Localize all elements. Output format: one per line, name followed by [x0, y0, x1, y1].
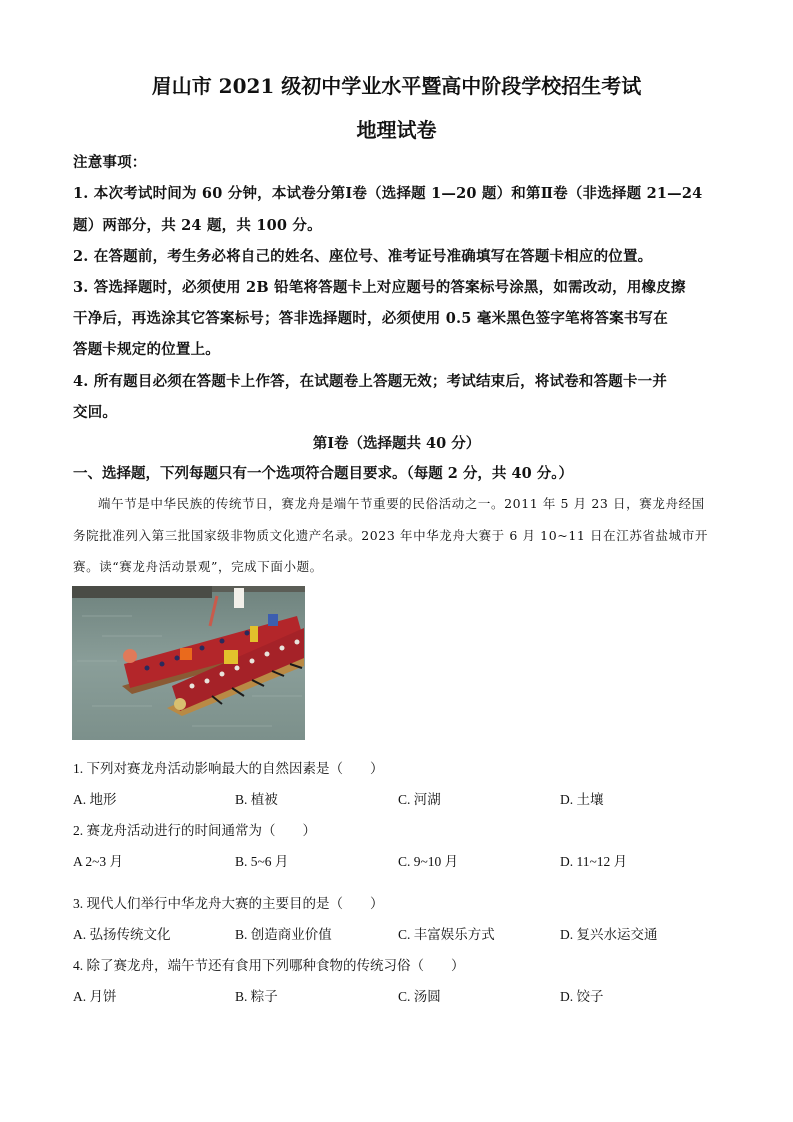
option-d: D. 复兴水运交通	[560, 927, 658, 942]
question-stem: 1. 下列对赛龙舟活动影响最大的自然因素是（ ）	[73, 761, 384, 776]
dragon-boat-photo	[72, 586, 305, 740]
option-b: B. 粽子	[235, 989, 278, 1004]
question-stem: 2. 赛龙舟活动进行的时间通常为（ ）	[73, 823, 316, 838]
question-stem: 4. 除了赛龙舟，端午节还有食用下列哪种食物的传统习俗（ ）	[73, 958, 465, 973]
option-a: A. 地形	[73, 792, 117, 807]
option-c: C. 9~10 月	[398, 854, 459, 869]
note-line: 4. 所有题目必须在答题卡上作答，在试题卷上答题无效；考试结束后，将试卷和答题卡一并	[73, 373, 668, 390]
passage-line: 端午节是中华民族的传统节日，赛龙舟是端午节重要的民俗活动之一。2011 年 5 月 23 日，赛龙舟经国	[98, 496, 705, 511]
option-b: B. 植被	[235, 792, 278, 807]
option-c: C. 汤圆	[398, 989, 441, 1004]
option-d: D. 饺子	[560, 989, 604, 1004]
note-line: 干净后，再选涂其它答案标号；答非选择题时，必须使用 0.5 毫米黑色签字笔将答案书写在	[73, 310, 668, 327]
question-stem: 3. 现代人们举行中华龙舟大赛的主要目的是（ ）	[73, 896, 384, 911]
passage-line: 赛。读“赛龙舟活动景观”，完成下面小题。	[73, 559, 323, 574]
option-d: D. 土壤	[560, 792, 604, 807]
exam-title: 眉山市 2021 级初中学业水平暨高中阶段学校招生考试	[151, 74, 642, 98]
option-a: A 2~3 月	[73, 854, 124, 869]
exam-subtitle: 地理试卷	[356, 118, 437, 142]
option-a: A. 月饼	[73, 989, 117, 1004]
note-line: 2. 在答题前，考生务必将自己的姓名、座位号、准考证号准确填写在答题卡相应的位置。	[73, 248, 653, 265]
option-c: C. 丰富娱乐方式	[398, 927, 495, 942]
note-line: 3. 答选择题时，必须使用 2B 铅笔将答题卡上对应题号的答案标号涂黑，如需改动，用橡皮擦	[73, 279, 686, 296]
option-a: A. 弘扬传统文化	[73, 927, 171, 942]
option-c: C. 河湖	[398, 792, 441, 807]
option-b: B. 5~6 月	[235, 854, 289, 869]
notes-heading: 注意事项：	[73, 154, 147, 171]
note-line: 1. 本次考试时间为 60 分钟，本试卷分第Ⅰ卷（选择题 1—20 题）和第Ⅱ卷（非选择题 21—24	[73, 185, 703, 202]
section-heading: 一、选择题，下列每题只有一个选项符合题目要求。（每题 2 分，共 40 分。）	[73, 465, 573, 482]
note-line: 交回。	[73, 404, 118, 421]
passage-line: 务院批准列入第三批国家级非物质文化遗产名录。2023 年中华龙舟大赛于 6 月 10~11 日在江苏省盐城市开	[73, 528, 708, 543]
option-b: B. 创造商业价值	[235, 927, 332, 942]
note-line: 答题卡规定的位置上。	[73, 341, 220, 358]
option-d: D. 11~12 月	[560, 854, 628, 869]
note-line: 题）两部分，共 24 题，共 100 分。	[73, 217, 322, 234]
part1-title: 第Ⅰ卷（选择题共 40 分）	[312, 435, 481, 452]
